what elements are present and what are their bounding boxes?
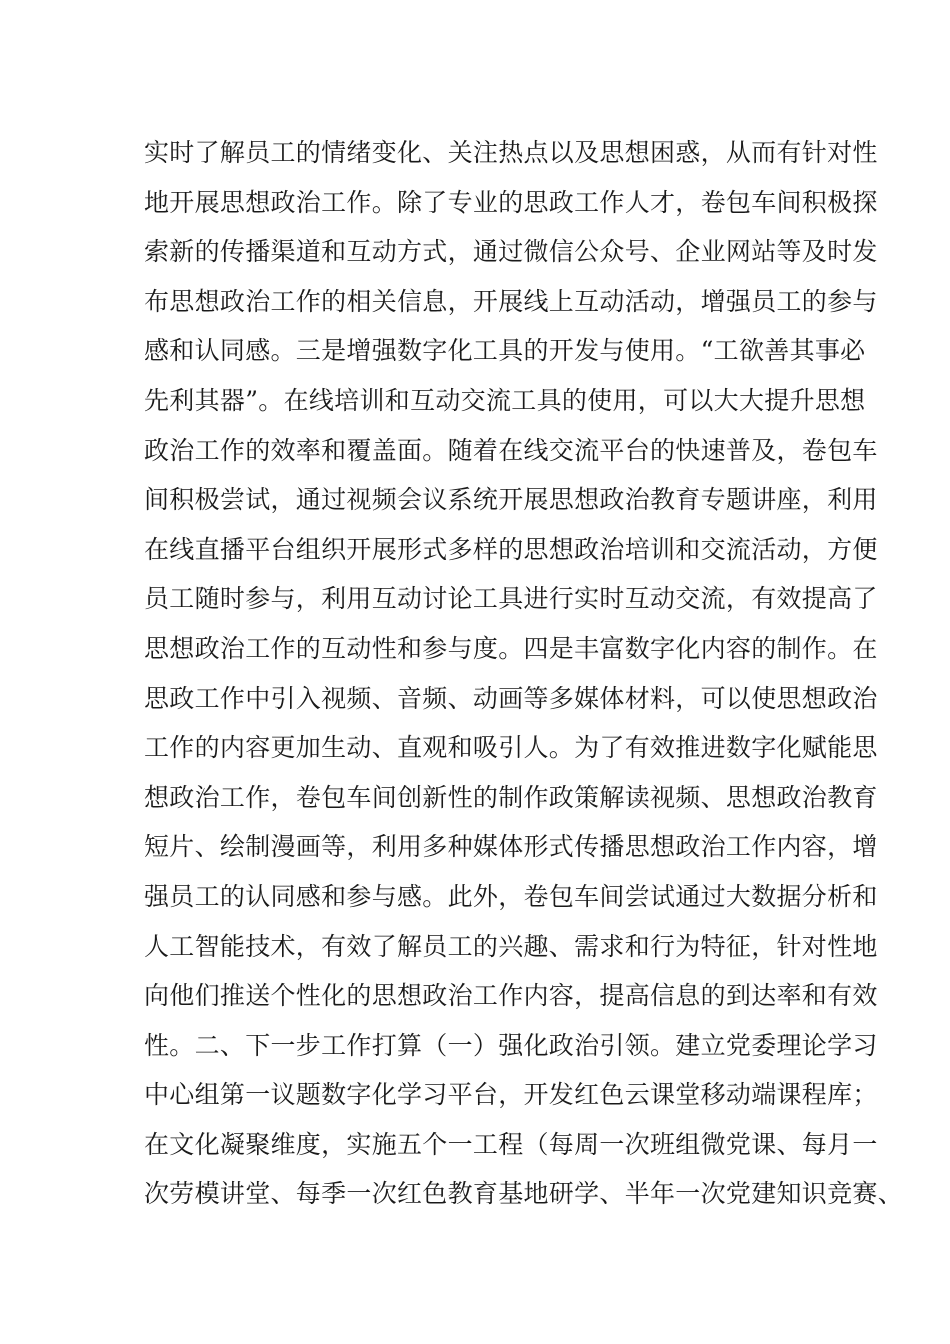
text-line: 先利其器”。在线培训和互动交流工具的使用，可以大大提升思想 (144, 385, 866, 415)
text-line: 中心组第一议题数字化学习平台，开发红色云课堂移动端课程库； (144, 1080, 878, 1110)
text-line: 人工智能技术，有效了解员工的兴趣、需求和行为特征，针对性地 (144, 931, 878, 961)
text-line: 在线直播平台组织开展形式多样的思想政治培训和交流活动，方便 (144, 534, 878, 564)
text-line: 短片、绘制漫画等，利用多种媒体形式传播思想政治工作内容，增 (144, 832, 878, 862)
text-line: 政治工作的效率和覆盖面。随着在线交流平台的快速普及，卷包车 (144, 435, 878, 465)
text-line: 地开展思想政治工作。除了专业的思政工作人才，卷包车间积极探 (144, 187, 878, 217)
text-line: 工作的内容更加生动、直观和吸引人。为了有效推进数字化赋能思 (144, 733, 878, 763)
text-line: 实时了解员工的情绪变化、关注热点以及思想困惑，从而有针对性 (144, 138, 878, 167)
text-line: 想政治工作，卷包车间创新性的制作政策解读视频、思想政治教育 (144, 782, 878, 812)
text-line: 向他们推送个性化的思想政治工作内容，提高信息的到达率和有效 (144, 981, 878, 1011)
text-line: 性。二、下一步工作打算（一）强化政治引领。建立党委理论学习 (144, 1030, 878, 1060)
text-line: 在文化凝聚维度，实施五个一工程（每周一次班组微党课、每月一 (144, 1129, 878, 1159)
text-line: 思想政治工作的互动性和参与度。四是丰富数字化内容的制作。在 (144, 633, 878, 663)
body-text (144, 128, 904, 1219)
text-line: 间积极尝试，通过视频会议系统开展思想政治教育专题讲座，利用 (144, 485, 878, 515)
text-line: 员工随时参与，利用互动讨论工具进行实时互动交流，有效提高了 (144, 584, 878, 614)
text-line: 次劳模讲堂、每季一次红色教育基地研学、半年一次党建知识竞赛、 (144, 1179, 904, 1209)
text-line: 思政工作中引入视频、音频、动画等多媒体材料，可以使思想政治 (144, 683, 878, 713)
text-line: 感和认同感。三是增强数字化工具的开发与使用。“工欲善其事必 (144, 336, 866, 366)
text-line: 布思想政治工作的相关信息，开展线上互动活动，增强员工的参与 (144, 286, 878, 316)
text-line: 强员工的认同感和参与感。此外，卷包车间尝试通过大数据分析和 (144, 881, 878, 911)
text-line: 索新的传播渠道和互动方式，通过微信公众号、企业网站等及时发 (144, 237, 878, 267)
